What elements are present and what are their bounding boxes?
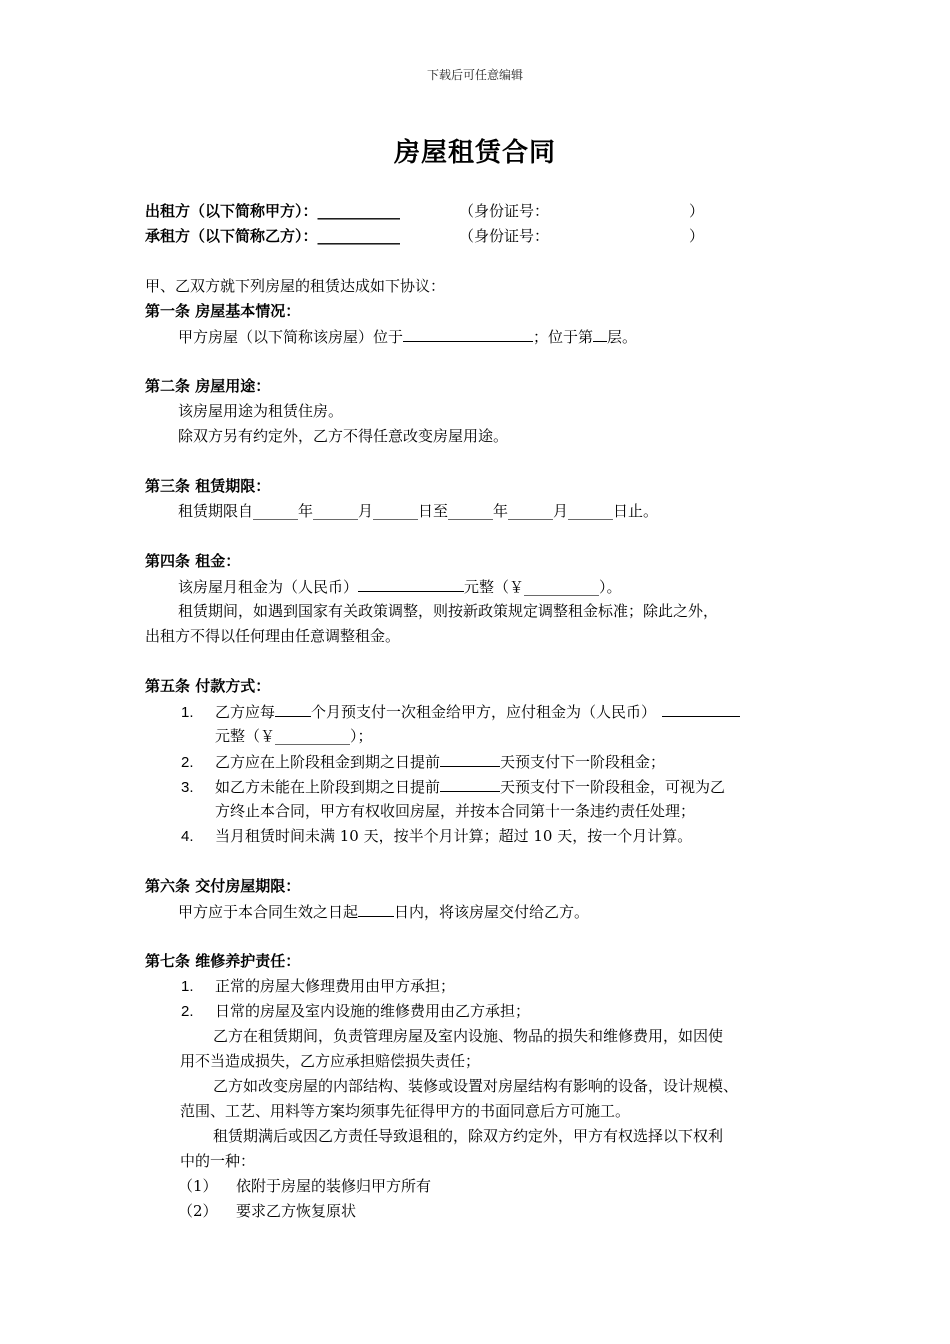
item-text-b: 个月预支付一次租金给甲方，应付租金为（人民币） [311, 703, 657, 721]
item-number: 1. [181, 978, 194, 995]
months-blank [275, 701, 311, 717]
article-7-item-2 [181, 1001, 530, 1022]
document-title: 房屋租赁合同 [393, 138, 556, 168]
item-number: 2. [181, 754, 194, 771]
rent-amount-blank [358, 576, 464, 592]
payment-amount-blank [662, 701, 740, 717]
article-1-paragraph [178, 326, 637, 347]
article-2-paragraph-2: 除双方另有约定外，乙方不得任意改变房屋用途。 [178, 427, 509, 445]
article-5-item-3-continued: 方终止本合同，甲方有权收回房屋，并按本合同第十一条违约责任处理； [215, 802, 696, 820]
article-1-heading: 第一条 房屋基本情况： [145, 302, 301, 320]
article-5-item-1 [181, 701, 740, 723]
article-3-paragraph: 租赁期限自______年______月______日至______年______月______日止。 [178, 502, 659, 520]
article-7-paragraph-3b: 中的一种： [180, 1152, 256, 1170]
item-number: 2. [181, 1003, 194, 1020]
article-2-paragraph-1: 该房屋用途为租赁住房。 [178, 402, 344, 420]
article-2-heading: 第二条 房屋用途： [145, 377, 271, 395]
item-number: 1. [181, 704, 194, 721]
lessor-label: 出租方（以下简称甲方）： [145, 202, 318, 220]
item-text: 日常的房屋及室内设施的维修费用由乙方承担； [215, 1002, 531, 1020]
article-3-heading: 第三条 租赁期限： [145, 477, 271, 495]
article-1-text-a: 甲方房屋（以下简称该房屋）位于 [178, 328, 404, 346]
article-6-text-b: 日内，将该房屋交付给乙方。 [394, 903, 590, 921]
days-blank [440, 751, 500, 767]
lessee-blank: ___________ [317, 227, 401, 245]
option-text: 依附于房屋的装修归甲方所有 [236, 1177, 432, 1195]
article-4-text-b: 元整（￥__________）。 [464, 578, 622, 596]
article-6-heading: 第六条 交付房屋期限： [145, 877, 301, 895]
article-4-text-a: 该房屋月租金为（人民币） [178, 578, 359, 596]
lessor-blank: ___________ [317, 202, 401, 220]
days-blank [440, 776, 500, 792]
article-5-item-4 [181, 826, 692, 847]
article-7-option-1 [178, 1176, 431, 1196]
article-7-paragraph-3a: 租赁期满后或因乙方责任导致退租的，除双方约定外，甲方有权选择以下权利 [213, 1127, 724, 1145]
item-text-a: 如乙方未能在上阶段到期之日提前 [215, 778, 441, 796]
article-6-paragraph [178, 901, 589, 922]
option-number: （1） [178, 1177, 218, 1195]
article-7-paragraph-2a: 乙方如改变房屋的内部结构、装修或设置对房屋结构有影响的设备，设计规模、 [213, 1077, 739, 1095]
lessee-id-close: ） [689, 227, 705, 245]
article-7-heading: 第七条 维修养护责任： [145, 952, 301, 970]
lessor-id-close: ） [689, 202, 705, 220]
article-5-item-1-continued: 元整（￥__________）； [215, 727, 373, 745]
option-number: （2） [178, 1202, 218, 1220]
item-text-a: 乙方应每 [215, 703, 276, 721]
article-1-text-b: ；位于第 [533, 328, 594, 346]
item-text-a: 乙方应在上阶段租金到期之日提前 [215, 753, 441, 771]
article-4-paragraph-2: 租赁期间，如遇到国家有关政策调整，则按新政策规定调整租金标准；除此之外， [178, 602, 719, 620]
item-number: 4. [181, 828, 194, 845]
article-7-item-1 [181, 976, 455, 997]
page-header-note: 下载后可任意编辑 [426, 68, 523, 82]
article-7-paragraph-1a: 乙方在租赁期间，负责管理房屋及室内设施、物品的损失和维修费用，如因使 [213, 1027, 724, 1045]
intro-text: 甲、乙双方就下列房屋的租赁达成如下协议： [145, 277, 446, 295]
article-5-item-2 [181, 751, 665, 773]
address-blank [403, 326, 533, 342]
item-text: 正常的房屋大修理费用由甲方承担； [215, 977, 456, 995]
floor-blank [593, 326, 607, 342]
article-7-paragraph-1b: 用不当造成损失，乙方应承担赔偿损失责任； [180, 1052, 481, 1070]
option-text: 要求乙方恢复原状 [236, 1202, 357, 1220]
article-4-paragraph-1 [178, 576, 622, 597]
lessee-label: 承租方（以下简称乙方）： [145, 227, 318, 245]
article-4-heading: 第四条 租金： [145, 552, 241, 570]
item-text-b: 天预支付下一阶段租金，可视为乙 [500, 778, 726, 796]
item-number: 3. [181, 779, 194, 796]
article-7-option-2 [178, 1201, 356, 1221]
article-5-item-3 [181, 776, 725, 798]
article-6-text-a: 甲方应于本合同生效之日起 [178, 903, 359, 921]
lessee-line [145, 226, 400, 246]
article-5-heading: 第五条 付款方式： [145, 677, 271, 695]
lessee-id-label: （身份证号： [459, 227, 550, 245]
lessor-id-label: （身份证号： [459, 202, 550, 220]
lessor-line [145, 201, 400, 221]
delivery-days-blank [358, 901, 394, 917]
article-4-paragraph-3: 出租方不得以任何理由任意调整租金。 [145, 627, 401, 645]
article-7-paragraph-2b: 范围、工艺、用料等方案均须事先征得甲方的书面同意后方可施工。 [180, 1102, 631, 1120]
item-text-b: 天预支付下一阶段租金； [500, 753, 666, 771]
item-text: 当月租赁时间未满 10 天，按半个月计算；超过 10 天，按一个月计算。 [215, 827, 693, 845]
article-1-text-c: 层。 [607, 328, 638, 346]
